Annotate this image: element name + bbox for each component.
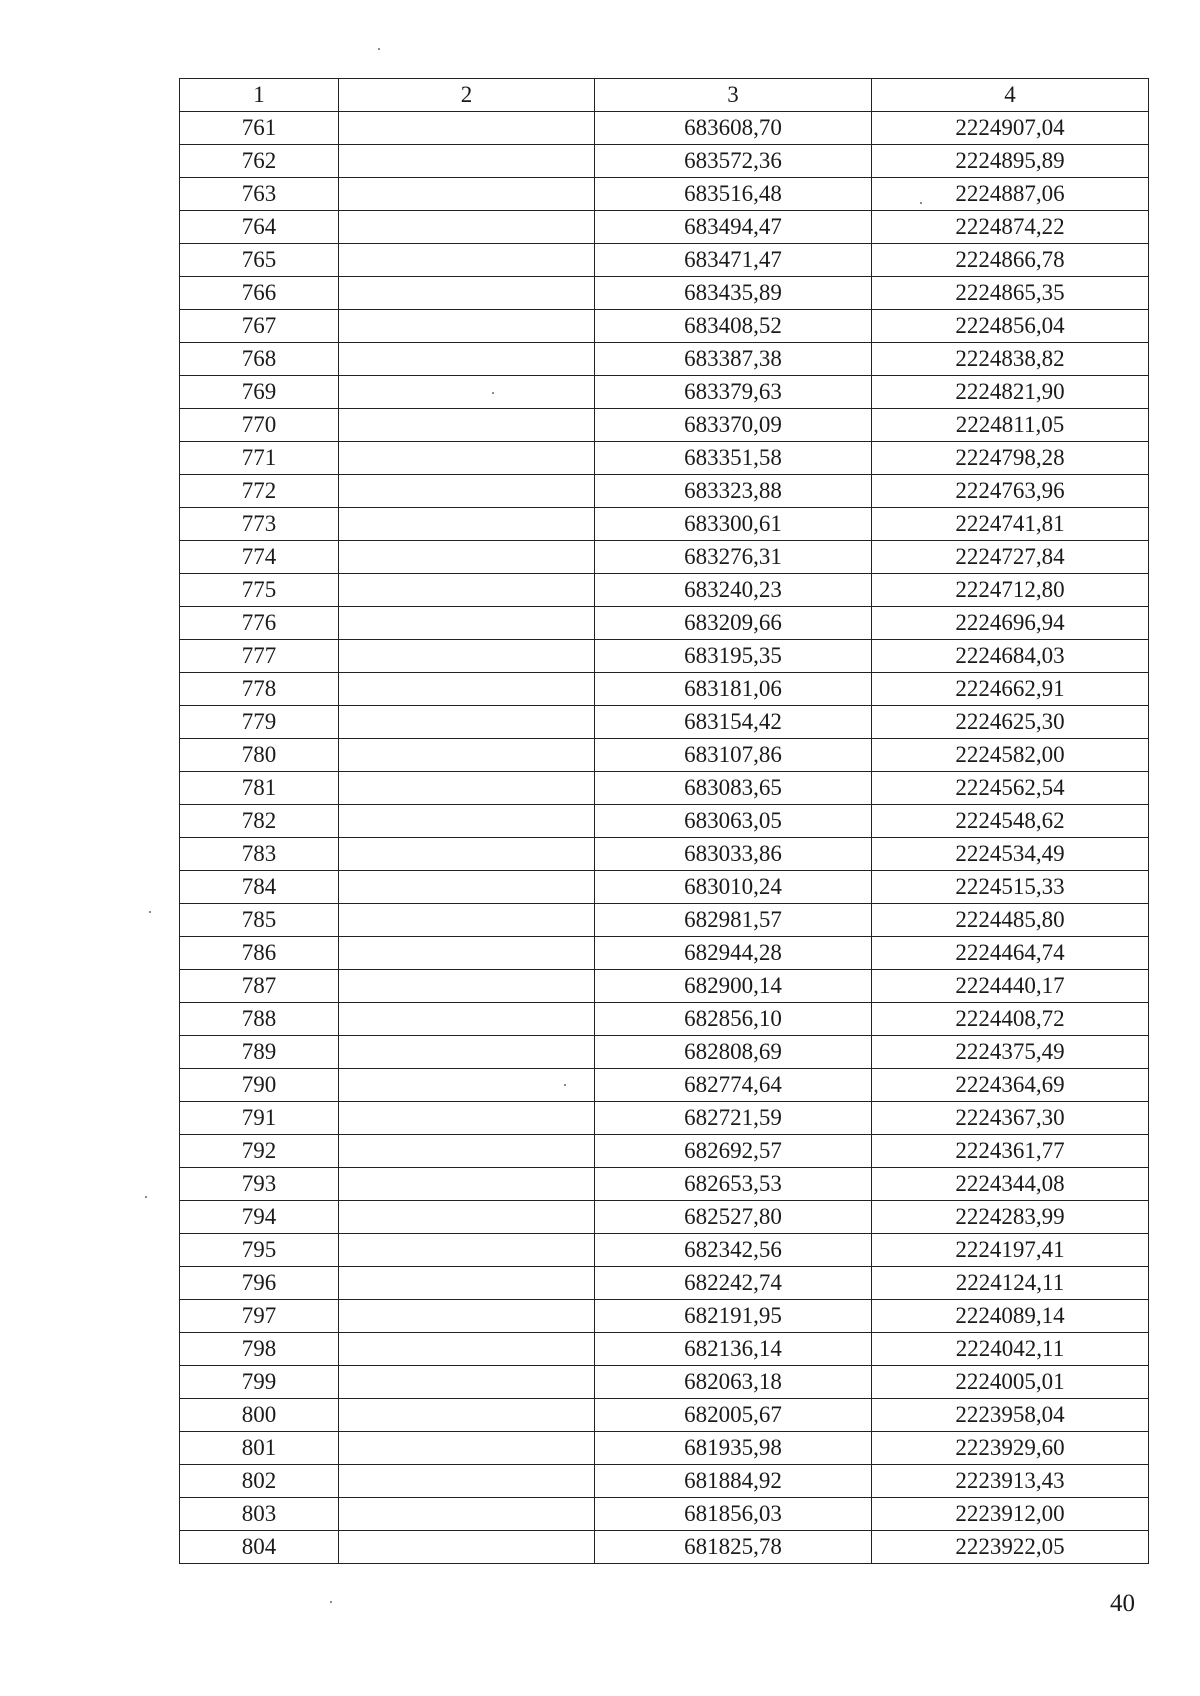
table-cell-col-2	[339, 805, 595, 838]
header-row	[180, 79, 1149, 112]
table-cell-col-3: 682774,64	[595, 1069, 872, 1102]
table-cell-col-2	[339, 409, 595, 442]
table-header	[180, 79, 1149, 112]
column-header-2: 2	[339, 79, 595, 112]
table-cell-col-1: 783	[180, 838, 339, 871]
column-header-4: 4	[872, 79, 1149, 112]
table-cell-col-3: 682136,14	[595, 1333, 872, 1366]
table-cell-col-4: 2223958,04	[872, 1399, 1149, 1432]
table-row	[180, 178, 1149, 211]
table-cell-col-2	[339, 1300, 595, 1333]
table-cell-col-1: 791	[180, 1102, 339, 1135]
table-row	[180, 1333, 1149, 1366]
table-cell-col-2	[339, 1267, 595, 1300]
table-cell-col-1: 769	[180, 376, 339, 409]
table-cell-col-4: 2224089,14	[872, 1300, 1149, 1333]
table-cell-col-4: 2224344,08	[872, 1168, 1149, 1201]
table-cell-col-3: 683063,05	[595, 805, 872, 838]
table-cell-col-4: 2223913,43	[872, 1465, 1149, 1498]
table-cell-col-1: 788	[180, 1003, 339, 1036]
table-cell-col-1: 796	[180, 1267, 339, 1300]
table-cell-col-1: 762	[180, 145, 339, 178]
table-row	[180, 1234, 1149, 1267]
table-row	[180, 112, 1149, 145]
table-cell-col-2	[339, 904, 595, 937]
table-cell-col-2	[339, 739, 595, 772]
table-row	[180, 673, 1149, 706]
table-cell-col-3: 682692,57	[595, 1135, 872, 1168]
table-cell-col-4: 2224821,90	[872, 376, 1149, 409]
table-row	[180, 937, 1149, 970]
table-cell-col-2	[339, 475, 595, 508]
table-cell-col-2	[339, 277, 595, 310]
table-cell-col-4: 2224440,17	[872, 970, 1149, 1003]
table-row	[180, 838, 1149, 871]
table-cell-col-4: 2224548,62	[872, 805, 1149, 838]
table-cell-col-2	[339, 640, 595, 673]
table-row	[180, 1531, 1149, 1564]
table-cell-col-3: 683572,36	[595, 145, 872, 178]
table-cell-col-3: 682900,14	[595, 970, 872, 1003]
table-cell-col-4: 2224865,35	[872, 277, 1149, 310]
table-cell-col-3: 683370,09	[595, 409, 872, 442]
column-header-1: 1	[180, 79, 339, 112]
table-cell-col-3: 682242,74	[595, 1267, 872, 1300]
table-cell-col-4: 2224197,41	[872, 1234, 1149, 1267]
table-cell-col-4: 2224625,30	[872, 706, 1149, 739]
table-row	[180, 1102, 1149, 1135]
table-cell-col-2	[339, 1069, 595, 1102]
table-cell-col-4: 2224763,96	[872, 475, 1149, 508]
table-cell-col-3: 683276,31	[595, 541, 872, 574]
table-cell-col-2	[339, 1234, 595, 1267]
table-cell-col-3: 682981,57	[595, 904, 872, 937]
table-row	[180, 442, 1149, 475]
table-cell-col-2	[339, 178, 595, 211]
table-cell-col-3: 683323,88	[595, 475, 872, 508]
table-row	[180, 970, 1149, 1003]
table-row	[180, 871, 1149, 904]
table-cell-col-4: 2224798,28	[872, 442, 1149, 475]
table-cell-col-4: 2224662,91	[872, 673, 1149, 706]
table-cell-col-2	[339, 343, 595, 376]
table-row	[180, 1465, 1149, 1498]
table-row	[180, 1366, 1149, 1399]
table-cell-col-3: 682063,18	[595, 1366, 872, 1399]
table-cell-col-4: 2224361,77	[872, 1135, 1149, 1168]
table-cell-col-1: 763	[180, 178, 339, 211]
table-body	[180, 112, 1149, 1564]
table-cell-col-1: 773	[180, 508, 339, 541]
table-cell-col-4: 2224684,03	[872, 640, 1149, 673]
table-cell-col-3: 681825,78	[595, 1531, 872, 1564]
table-cell-col-4: 2224696,94	[872, 607, 1149, 640]
table-cell-col-4: 2224895,89	[872, 145, 1149, 178]
table-cell-col-3: 683107,86	[595, 739, 872, 772]
table-cell-col-3: 682944,28	[595, 937, 872, 970]
table-cell-col-4: 2224364,69	[872, 1069, 1149, 1102]
table-cell-col-4: 2224375,49	[872, 1036, 1149, 1069]
table-cell-col-4: 2224283,99	[872, 1201, 1149, 1234]
coordinates-table	[179, 78, 1149, 1564]
table-cell-col-3: 681935,98	[595, 1432, 872, 1465]
table-cell-col-3: 683387,38	[595, 343, 872, 376]
table-cell-col-2	[339, 1036, 595, 1069]
table-cell-col-2	[339, 1531, 595, 1564]
table-cell-col-1: 776	[180, 607, 339, 640]
column-header-3: 3	[595, 79, 872, 112]
table-row	[180, 1300, 1149, 1333]
table-cell-col-3: 682808,69	[595, 1036, 872, 1069]
table-cell-col-1: 800	[180, 1399, 339, 1432]
table-cell-col-3: 682653,53	[595, 1168, 872, 1201]
table-row	[180, 1498, 1149, 1531]
table-cell-col-1: 765	[180, 244, 339, 277]
table-cell-col-2	[339, 112, 595, 145]
table-row	[180, 211, 1149, 244]
table-cell-col-4: 2224464,74	[872, 937, 1149, 970]
table-cell-col-4: 2224741,81	[872, 508, 1149, 541]
table-cell-col-4: 2223912,00	[872, 1498, 1149, 1531]
table-cell-col-1: 761	[180, 112, 339, 145]
table-row	[180, 244, 1149, 277]
table-cell-col-1: 803	[180, 1498, 339, 1531]
table-cell-col-4: 2224727,84	[872, 541, 1149, 574]
table-cell-col-4: 2224005,01	[872, 1366, 1149, 1399]
table-row	[180, 805, 1149, 838]
table-row	[180, 904, 1149, 937]
table-cell-col-1: 782	[180, 805, 339, 838]
table-cell-col-2	[339, 310, 595, 343]
table-cell-col-4: 2223922,05	[872, 1531, 1149, 1564]
table-cell-col-1: 804	[180, 1531, 339, 1564]
table-cell-col-1: 798	[180, 1333, 339, 1366]
table-cell-col-2	[339, 1102, 595, 1135]
table-row	[180, 145, 1149, 178]
table-cell-col-2	[339, 574, 595, 607]
table-cell-col-4: 2224874,22	[872, 211, 1149, 244]
table-cell-col-4: 2224838,82	[872, 343, 1149, 376]
table-row	[180, 277, 1149, 310]
table-cell-col-3: 681884,92	[595, 1465, 872, 1498]
table-cell-col-4: 2223929,60	[872, 1432, 1149, 1465]
table-cell-col-3: 683435,89	[595, 277, 872, 310]
table-cell-col-1: 799	[180, 1366, 339, 1399]
table-cell-col-2	[339, 1135, 595, 1168]
table-cell-col-1: 775	[180, 574, 339, 607]
table-cell-col-3: 683351,58	[595, 442, 872, 475]
table-cell-col-2	[339, 1333, 595, 1366]
table-cell-col-4: 2224907,04	[872, 112, 1149, 145]
table-cell-col-3: 682856,10	[595, 1003, 872, 1036]
table-cell-col-2	[339, 1003, 595, 1036]
table-row	[180, 739, 1149, 772]
table-row	[180, 376, 1149, 409]
table-cell-col-3: 682342,56	[595, 1234, 872, 1267]
table-row	[180, 1069, 1149, 1102]
table-cell-col-2	[339, 871, 595, 904]
table-cell-col-1: 789	[180, 1036, 339, 1069]
table-row	[180, 607, 1149, 640]
table-cell-col-4: 2224408,72	[872, 1003, 1149, 1036]
table-cell-col-2	[339, 1366, 595, 1399]
table-cell-col-2	[339, 145, 595, 178]
table-cell-col-1: 768	[180, 343, 339, 376]
table-cell-col-3: 683083,65	[595, 772, 872, 805]
table-cell-col-1: 779	[180, 706, 339, 739]
table-cell-col-4: 2224534,49	[872, 838, 1149, 871]
table-cell-col-1: 766	[180, 277, 339, 310]
table-cell-col-3: 683494,47	[595, 211, 872, 244]
table-cell-col-4: 2224367,30	[872, 1102, 1149, 1135]
table-cell-col-2	[339, 772, 595, 805]
table-row	[180, 1003, 1149, 1036]
table-cell-col-1: 785	[180, 904, 339, 937]
table-cell-col-3: 683010,24	[595, 871, 872, 904]
table-cell-col-2	[339, 541, 595, 574]
scan-speck	[492, 392, 494, 394]
table-cell-col-2	[339, 838, 595, 871]
table-row	[180, 541, 1149, 574]
table-cell-col-2	[339, 1432, 595, 1465]
table-cell-col-1: 778	[180, 673, 339, 706]
table-row	[180, 1432, 1149, 1465]
table-cell-col-4: 2224887,06	[872, 178, 1149, 211]
table-cell-col-3: 683408,52	[595, 310, 872, 343]
table-cell-col-1: 792	[180, 1135, 339, 1168]
table-cell-col-1: 790	[180, 1069, 339, 1102]
table-cell-col-2	[339, 1201, 595, 1234]
table-cell-col-3: 683154,42	[595, 706, 872, 739]
table-cell-col-3: 683195,35	[595, 640, 872, 673]
table-cell-col-1: 771	[180, 442, 339, 475]
table-row	[180, 508, 1149, 541]
table-cell-col-1: 777	[180, 640, 339, 673]
table-cell-col-2	[339, 1168, 595, 1201]
table-cell-col-2	[339, 607, 595, 640]
table-row	[180, 475, 1149, 508]
table-cell-col-4: 2224856,04	[872, 310, 1149, 343]
table-cell-col-4: 2224811,05	[872, 409, 1149, 442]
table-cell-col-1: 795	[180, 1234, 339, 1267]
table-cell-col-3: 683209,66	[595, 607, 872, 640]
table-cell-col-3: 682527,80	[595, 1201, 872, 1234]
table-cell-col-1: 794	[180, 1201, 339, 1234]
table-cell-col-4: 2224712,80	[872, 574, 1149, 607]
scan-speck	[149, 911, 151, 913]
table-row	[180, 343, 1149, 376]
table-cell-col-3: 683300,61	[595, 508, 872, 541]
table-cell-col-4: 2224866,78	[872, 244, 1149, 277]
table-cell-col-1: 780	[180, 739, 339, 772]
scan-speck	[330, 1601, 332, 1603]
table-cell-col-2	[339, 244, 595, 277]
table-cell-col-3: 682191,95	[595, 1300, 872, 1333]
table-cell-col-2	[339, 211, 595, 244]
table-row	[180, 574, 1149, 607]
page-number: 40	[1110, 1590, 1135, 1617]
table-cell-col-2	[339, 376, 595, 409]
table-cell-col-4: 2224042,11	[872, 1333, 1149, 1366]
table-cell-col-3: 683471,47	[595, 244, 872, 277]
table-cell-col-2	[339, 673, 595, 706]
table-cell-col-2	[339, 1465, 595, 1498]
table-row	[180, 409, 1149, 442]
scan-speck	[920, 202, 922, 204]
table-cell-col-3: 682005,67	[595, 1399, 872, 1432]
table-cell-col-3: 683379,63	[595, 376, 872, 409]
table-row	[180, 1399, 1149, 1432]
table-cell-col-3: 682721,59	[595, 1102, 872, 1135]
table-cell-col-4: 2224582,00	[872, 739, 1149, 772]
table-cell-col-3: 681856,03	[595, 1498, 872, 1531]
table-row	[180, 706, 1149, 739]
table-row	[180, 1267, 1149, 1300]
table-cell-col-2	[339, 442, 595, 475]
table-row	[180, 1168, 1149, 1201]
table-cell-col-1: 801	[180, 1432, 339, 1465]
table-cell-col-1: 770	[180, 409, 339, 442]
table-cell-col-1: 784	[180, 871, 339, 904]
table-row	[180, 1036, 1149, 1069]
table-row	[180, 1201, 1149, 1234]
table-cell-col-4: 2224515,33	[872, 871, 1149, 904]
table-cell-col-2	[339, 706, 595, 739]
table-cell-col-1: 781	[180, 772, 339, 805]
table-cell-col-3: 683181,06	[595, 673, 872, 706]
table-cell-col-3: 683608,70	[595, 112, 872, 145]
table-cell-col-1: 764	[180, 211, 339, 244]
table-cell-col-4: 2224562,54	[872, 772, 1149, 805]
table-cell-col-1: 802	[180, 1465, 339, 1498]
table-row	[180, 640, 1149, 673]
scan-speck	[564, 1084, 566, 1086]
table-cell-col-1: 774	[180, 541, 339, 574]
table-cell-col-1: 797	[180, 1300, 339, 1333]
table-row	[180, 310, 1149, 343]
table-cell-col-2	[339, 508, 595, 541]
table-cell-col-2	[339, 937, 595, 970]
table-cell-col-4: 2224485,80	[872, 904, 1149, 937]
table-cell-col-1: 787	[180, 970, 339, 1003]
table-cell-col-4: 2224124,11	[872, 1267, 1149, 1300]
table-cell-col-3: 683033,86	[595, 838, 872, 871]
table-cell-col-3: 683516,48	[595, 178, 872, 211]
table-cell-col-3: 683240,23	[595, 574, 872, 607]
table-row	[180, 1135, 1149, 1168]
table-row	[180, 772, 1149, 805]
table-cell-col-1: 767	[180, 310, 339, 343]
scan-speck	[145, 1196, 147, 1198]
table-cell-col-1: 786	[180, 937, 339, 970]
table-cell-col-1: 793	[180, 1168, 339, 1201]
table-cell-col-2	[339, 1399, 595, 1432]
table-cell-col-2	[339, 1498, 595, 1531]
table-cell-col-1: 772	[180, 475, 339, 508]
table-cell-col-2	[339, 970, 595, 1003]
scan-speck	[378, 48, 380, 50]
